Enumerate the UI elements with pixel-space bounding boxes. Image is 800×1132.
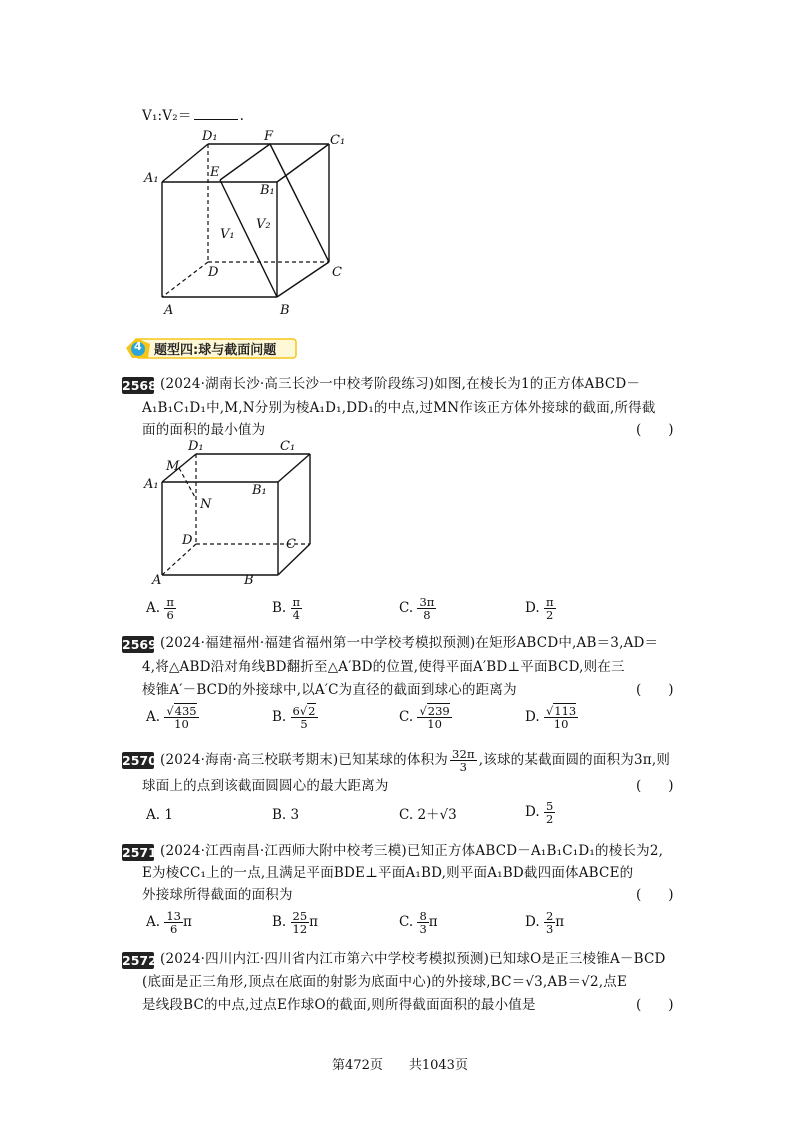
section-number: 4 xyxy=(134,340,142,353)
label-D: D xyxy=(182,533,193,548)
label-D: D xyxy=(208,265,219,280)
q2568-line2: A₁B₁C₁D₁中,M,N分别为棱A₁D₁,DD₁的中点,过MN作该正方体外接球的截面,所得截 xyxy=(142,400,656,416)
q2569-option-c[interactable]: C. $\frac{√239}{10}$ xyxy=(399,704,450,731)
label-A: A xyxy=(152,573,162,588)
answer-blank xyxy=(194,105,238,120)
label-A1: A₁ xyxy=(144,477,159,492)
ratio-prefix: V₁:V₂＝ xyxy=(142,108,192,124)
question-number-2569: 2569 xyxy=(122,637,157,652)
q2570-line2: 球面上的点到该截面圆圆心的最大距离为 xyxy=(142,778,389,794)
label-B: B xyxy=(280,303,290,318)
q2568-line1: (2024·湖南长沙·高三长沙一中校考阶段练习)如图,在棱长为1的正方体ABCD－ xyxy=(160,376,641,392)
q2571-line3: 外接球所得截面的面积为 xyxy=(142,887,293,903)
question-number-2570: 2570 xyxy=(122,753,157,768)
q2570-option-a[interactable]: A. 1 xyxy=(146,807,173,823)
q2570-option-c[interactable]: C. 2＋√3 xyxy=(399,807,457,823)
label-F: F xyxy=(264,129,274,144)
q2572-line3: 是线段BC的中点,过点E作球O的截面,则所得截面面积的最小值是 xyxy=(142,997,536,1013)
q2569-line2: 4,将△ABD沿对角线BD翻折至△A′BD的位置,使得平面A′BD⊥平面BCD,则在三 xyxy=(142,659,625,675)
q2569-option-b[interactable]: B. $\frac{6√2}{5}$ xyxy=(272,704,316,731)
q2568-option-a[interactable]: A. $\frac{\pi}{6}$ xyxy=(146,595,174,622)
q2572-line1: (2024·四川内江·四川省内江市第六中学校考模拟预测)已知球O是正三棱锥A－BCD xyxy=(160,951,666,967)
q2569-line3: 棱锥A′－BCD的外接球中,以A′C为直径的截面到球心的距离为 xyxy=(142,682,517,698)
q2571-answer-paren: ( ) xyxy=(636,887,674,903)
q2570-answer-paren: ( ) xyxy=(636,778,674,794)
q2569-option-a[interactable]: A. $\frac{√435}{10}$ xyxy=(146,704,197,731)
page-footer: 第472页 共1043页 xyxy=(332,1058,468,1073)
label-C1: C₁ xyxy=(330,133,346,148)
q2571-line1: (2024·江西南昌·江西师大附中校考三模)已知正方体ABCD－A₁B₁C₁D₁的棱长为2, xyxy=(160,843,664,859)
label-B1: B₁ xyxy=(260,183,275,198)
q2568-option-d[interactable]: D. $\frac{\pi}{2}$ xyxy=(525,595,554,622)
q2572-answer-paren: ( ) xyxy=(636,997,674,1013)
section-title: 题型四:球与截面问题 xyxy=(154,343,277,358)
q2570-option-b[interactable]: B. 3 xyxy=(272,807,300,823)
question-number-2568: 2568 xyxy=(122,378,157,393)
q2568-option-b[interactable]: B. $\frac{\pi}{4}$ xyxy=(272,595,301,622)
label-D1: D₁ xyxy=(188,439,204,454)
q2569-option-d[interactable]: D. $\frac{√113}{10}$ xyxy=(525,704,577,731)
label-V2: V₂ xyxy=(256,217,271,232)
label-C: C xyxy=(286,537,296,552)
label-D1: D₁ xyxy=(202,129,218,144)
q2568-answer-paren: ( ) xyxy=(636,422,674,438)
question-number-2571: 2571 xyxy=(122,845,157,860)
q2571-option-a[interactable]: A. $\frac{13}{6}$ π xyxy=(146,909,192,936)
question-number-2572: 2572 xyxy=(122,953,157,968)
label-E: E xyxy=(210,165,220,180)
section-header xyxy=(124,336,299,360)
q2571-line2: E为棱CC₁上的一点,且满足平面BDE⊥平面A₁BD,则平面A₁BD截四面体ABCE的 xyxy=(142,865,634,881)
label-A1: A₁ xyxy=(144,171,159,186)
q2568-line3: 面的面积的最小值为 xyxy=(142,422,266,438)
q2571-option-c[interactable]: C. $\frac{8}{3}$ π xyxy=(399,909,438,936)
q2571-option-b[interactable]: B. $\frac{25}{12}$ π xyxy=(272,909,319,936)
q2569-answer-paren: ( ) xyxy=(636,682,674,698)
q2569-line1: (2024·福建福州·福建省福州第一中学校考模拟预测)在矩形ABCD中,AB＝3,AD＝ xyxy=(160,635,659,651)
label-C: C xyxy=(332,265,342,280)
ratio-suffix: . xyxy=(239,108,245,124)
q2570-option-d[interactable]: D. $\frac{5}{2}$ xyxy=(525,799,554,826)
figure-cube-volumes xyxy=(140,122,360,322)
label-V1: V₁ xyxy=(220,227,235,242)
label-B1: B₁ xyxy=(252,483,267,498)
label-N: N xyxy=(200,497,212,512)
label-B: B xyxy=(244,573,254,588)
q2570-line1: (2024·海南·高三校联考期末)已知某球的体积为 $\frac{32\pi}{3}$ ,该球的某截面圆的面积为3π,则 xyxy=(160,747,671,774)
label-A: A xyxy=(164,303,174,318)
figure-cube-mn xyxy=(140,436,320,588)
label-C1: C₁ xyxy=(280,439,296,454)
q2568-option-c[interactable]: C. $\frac{3\pi}{8}$ xyxy=(399,595,435,622)
q2571-option-d[interactable]: D. $\frac{2}{3}$ π xyxy=(525,909,565,936)
q2572-line2: (底面是正三角形,顶点在底面的射影为底面中心)的外接球,BC＝√3,AB＝√2,点E xyxy=(142,974,628,990)
label-M: M xyxy=(166,459,180,474)
